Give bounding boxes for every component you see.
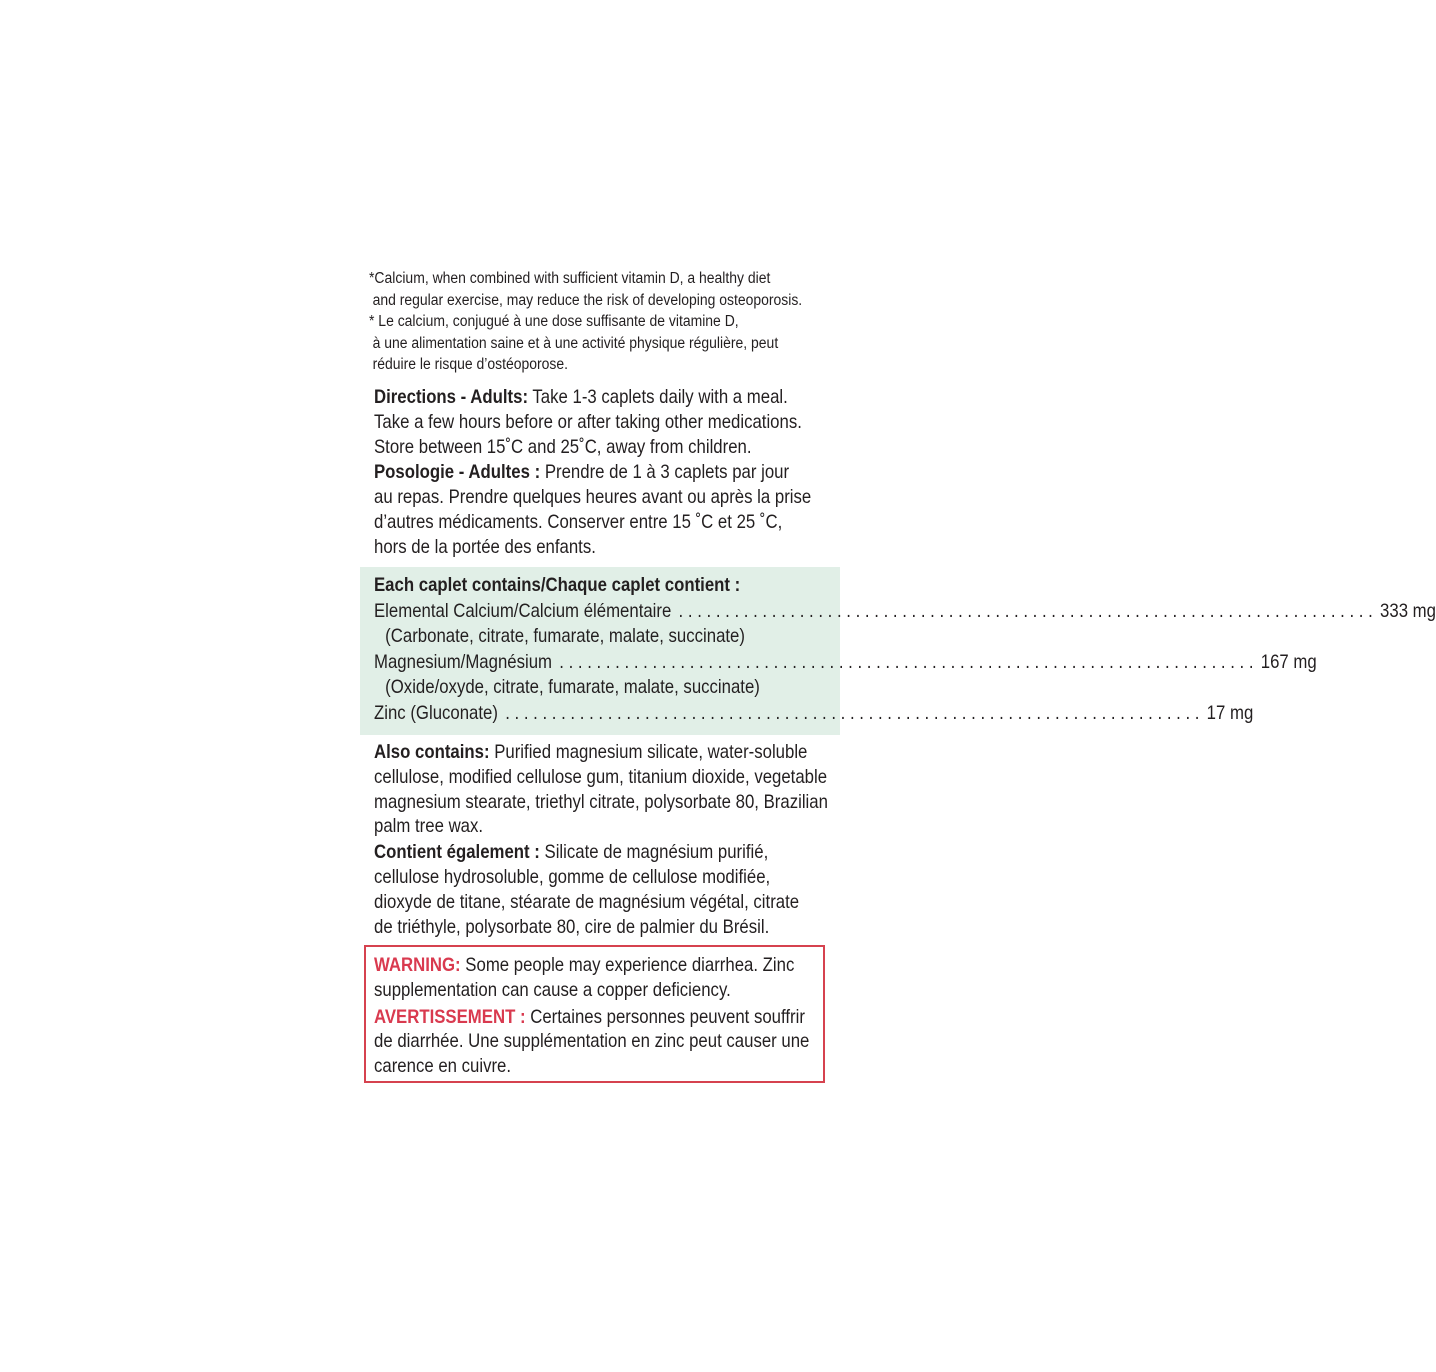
- also-contains-text: Purified magnesium silicate, water-soluble: [489, 741, 808, 763]
- warning-line: supplementation can cause a copper deficiency.: [374, 978, 731, 1001]
- also-contains-section: [374, 740, 856, 939]
- ingredient-source: (Carbonate, citrate, fumarate, malate, succinate): [385, 625, 745, 647]
- contient-text: Silicate de magnésium purifié,: [539, 841, 769, 864]
- also-contains-line: magnesium stearate, triethyl citrate, polysorbate 80, Brazilian: [374, 790, 828, 813]
- contient-line: [374, 840, 856, 865]
- contient-line: de triéthyle, polysorbate 80, cire de palmier du Brésil.: [374, 915, 770, 938]
- ingredients-panel: [360, 567, 1436, 735]
- ingredients-list: [374, 573, 1436, 726]
- osteoporosis-claim-note: [360, 268, 846, 376]
- note-line: *Calcium, when combined with sufficient vitamin D, a healthy diet: [369, 270, 771, 287]
- also-contains-line: palm tree wax.: [374, 815, 484, 838]
- directions-text: Take 1-3 caplets daily with a meal.: [528, 386, 788, 408]
- also-contains-heading: Also contains:: [374, 741, 490, 763]
- warning-body: Some people may experience diarrhea. Zinc: [460, 954, 795, 976]
- posologie-line: d’autres médicaments. Conserver entre 15 ˚C et 25 ˚C,: [374, 510, 783, 533]
- directions-section: [374, 385, 856, 560]
- contient-heading: Contient également :: [374, 841, 540, 864]
- ingredient-row: [374, 701, 1254, 727]
- ingredient-name: Zinc (Gluconate): [374, 701, 498, 724]
- posologie-text: Prendre de 1 à 3 caplets par jour: [540, 461, 790, 484]
- directions-line: Take a few hours before or after taking other medications.: [374, 410, 802, 433]
- avertissement-line: carence en cuivre.: [374, 1055, 512, 1078]
- contient-line: cellulose hydrosoluble, gomme de cellulose modifiée,: [374, 865, 771, 888]
- contient-line: dioxyde de titane, stéarate de magnésium végétal, citrate: [374, 890, 800, 913]
- posologie-section: [374, 460, 856, 559]
- directions-line: Store between 15˚C and 25˚C, away from children.: [374, 435, 752, 458]
- ingredient-amount: 167 mg: [1260, 650, 1317, 673]
- warning-box: [364, 945, 825, 1083]
- also-contains-line: cellulose, modified cellulose gum, titanium dioxide, vegetable: [374, 765, 828, 788]
- avertissement-line: de diarrhée. Une supplémentation en zinc peut causer une: [374, 1030, 810, 1053]
- avertissement-body: Certaines personnes peuvent souffrir: [525, 1005, 805, 1028]
- posologie-heading: Posologie - Adultes :: [374, 461, 541, 484]
- also-contains-line: [374, 740, 856, 765]
- ingredient-row: [374, 650, 1317, 676]
- note-line: and regular exercise, may reduce the risk of developing osteoporosis.: [372, 291, 803, 309]
- posologie-line: [374, 460, 856, 485]
- posologie-line: hors de la portée des enfants.: [374, 535, 596, 558]
- leader-dots: [559, 651, 1253, 673]
- ingredient-name: Elemental Calcium/Calcium élémentaire: [374, 599, 672, 622]
- directions-heading: Directions - Adults:: [374, 386, 529, 408]
- warning-text: [374, 953, 856, 1079]
- leader-dots: [679, 600, 1373, 622]
- ingredient-amount: 333 mg: [1380, 599, 1436, 622]
- directions-line: [374, 385, 856, 410]
- warning-line: [374, 953, 856, 978]
- warning-heading: WARNING:: [374, 954, 461, 976]
- ingredient-row: [374, 599, 1436, 625]
- leader-dots: [505, 702, 1199, 724]
- posologie-line: au repas. Prendre quelques heures avant ou après la prise: [374, 486, 812, 509]
- avertissement-line: [374, 1005, 856, 1030]
- note-line: à une alimentation saine et à une activité physique régulière, peut: [372, 334, 779, 352]
- avertissement-heading: AVERTISSEMENT :: [374, 1005, 526, 1028]
- ingredient-amount: 17 mg: [1206, 701, 1254, 724]
- product-label-panel: [360, 268, 1436, 1078]
- ingredient-source: (Oxide/oxyde, citrate, fumarate, malate, succinate): [385, 676, 760, 698]
- avertissement-block: [374, 1005, 856, 1079]
- ingredients-heading: Each caplet contains/Chaque caplet contient :: [374, 574, 741, 596]
- ingredient-name: Magnesium/Magnésium: [374, 650, 553, 673]
- note-line: réduire le risque d’ostéoporose.: [372, 356, 569, 373]
- note-line: * Le calcium, conjugué à une dose suffisante de vitamine D,: [369, 313, 739, 330]
